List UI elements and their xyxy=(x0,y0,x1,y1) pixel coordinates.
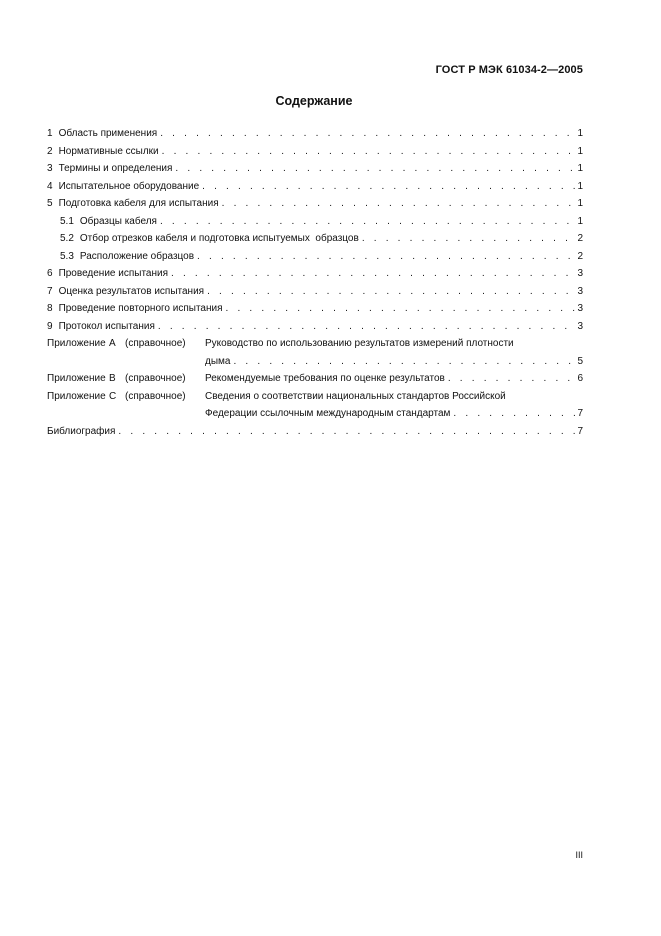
toc-entry-page: 7 xyxy=(577,425,583,437)
toc-leader-dots xyxy=(226,300,575,318)
toc-entry-title: Расположение образцов xyxy=(79,250,195,262)
toc-entry-3[interactable] xyxy=(47,160,583,178)
toc-entry-bibliography[interactable] xyxy=(47,423,583,441)
table-of-contents xyxy=(47,125,583,440)
toc-entry-number: 6 xyxy=(47,268,53,279)
appendix-word: Приложение xyxy=(47,373,106,384)
toc-entry-title: Проведение повторного испытания xyxy=(58,303,223,314)
appendix-title-line2: Федерации ссылочным международным стандартам xyxy=(205,408,451,419)
appendix-label xyxy=(47,388,205,406)
toc-entry-2[interactable] xyxy=(47,143,583,161)
toc-appendix-a[interactable] xyxy=(47,335,583,370)
toc-entry-page: 3 xyxy=(577,320,583,332)
toc-entry-7[interactable] xyxy=(47,283,583,301)
appendix-kind: (справочное) xyxy=(125,373,186,384)
standard-code: ГОСТ Р МЭК 61034-2—2005 xyxy=(435,64,583,76)
toc-entry-number: 3 xyxy=(47,163,53,174)
toc-entry-6[interactable] xyxy=(47,265,583,283)
appendix-line xyxy=(205,335,583,353)
toc-leader-dots xyxy=(362,230,575,248)
toc-leader-dots xyxy=(197,248,575,266)
toc-leader-dots xyxy=(207,283,575,301)
toc-entry-title: Образцы кабеля xyxy=(79,215,157,227)
appendix-letter: А xyxy=(109,338,116,349)
appendix-title-line1: Рекомендуемые требования по оценке результатов xyxy=(205,373,445,384)
toc-entry-number: 5 xyxy=(47,198,53,209)
appendix-letter: С xyxy=(109,390,117,402)
toc-entry-title: Испытательное оборудование xyxy=(58,180,200,192)
toc-entry-title: Область применения xyxy=(58,128,158,139)
toc-entry-page: 1 xyxy=(577,215,583,227)
toc-entry-5-1[interactable] xyxy=(47,213,583,231)
toc-leader-dots xyxy=(233,353,575,371)
toc-leader-dots xyxy=(202,178,575,196)
toc-leader-dots xyxy=(162,143,575,161)
toc-entry-number: 8 xyxy=(47,303,53,314)
toc-entry-number: 5.2 xyxy=(60,233,74,244)
appendix-kind: (справочное) xyxy=(125,338,186,349)
toc-entry-page: 3 xyxy=(577,268,583,279)
toc-leader-dots xyxy=(118,423,575,441)
toc-entry-page: 1 xyxy=(577,198,583,209)
toc-entry-page: 2 xyxy=(577,250,583,262)
toc-entry-page: 2 xyxy=(577,233,583,244)
appendix-title-line1: Руководство по использованию результатов измерений плотности xyxy=(205,338,514,349)
toc-entry-1[interactable] xyxy=(47,125,583,143)
toc-entry-page: 1 xyxy=(577,180,583,192)
toc-entry-page: 3 xyxy=(577,303,583,314)
appendix-body xyxy=(205,388,583,423)
toc-entry-5-3[interactable] xyxy=(47,248,583,266)
appendix-line xyxy=(205,370,583,388)
toc-entry-9[interactable] xyxy=(47,318,583,336)
appendix-word: Приложение xyxy=(47,338,106,349)
toc-entry-title: Нормативные ссылки xyxy=(58,145,159,157)
toc-entry-5-2[interactable] xyxy=(47,230,583,248)
appendix-label xyxy=(47,370,205,388)
appendix-body xyxy=(205,370,583,388)
toc-entry-title: Подготовка кабеля для испытания xyxy=(58,198,219,209)
appendix-letter: В xyxy=(109,373,116,384)
toc-entry-number: 9 xyxy=(47,320,53,332)
toc-entry-page: 1 xyxy=(577,163,583,174)
toc-entry-number: 5.3 xyxy=(60,250,74,262)
toc-entry-title: Отбор отрезков кабеля и подготовка испытуемых образцов xyxy=(79,233,359,244)
toc-entry-page: 5 xyxy=(577,355,583,367)
toc-entry-page: 1 xyxy=(577,145,583,157)
toc-leader-dots xyxy=(448,370,576,388)
page-number: III xyxy=(575,850,583,860)
toc-appendix-c[interactable] xyxy=(47,388,583,423)
appendix-label xyxy=(47,335,205,353)
toc-entry-number: 7 xyxy=(47,285,53,297)
toc-leader-dots xyxy=(158,318,575,336)
appendix-line xyxy=(205,405,583,423)
toc-entry-number: 5.1 xyxy=(60,215,74,227)
toc-entry-8[interactable] xyxy=(47,300,583,318)
appendix-kind: (справочное) xyxy=(125,390,186,402)
toc-entry-title: Оценка результатов испытания xyxy=(58,285,205,297)
toc-entry-5[interactable] xyxy=(47,195,583,213)
appendix-title-line2: дыма xyxy=(205,355,231,367)
toc-entry-page: 3 xyxy=(577,285,583,297)
toc-appendix-b[interactable] xyxy=(47,370,583,388)
toc-leader-dots xyxy=(222,195,575,213)
toc-entry-4[interactable] xyxy=(47,178,583,196)
toc-entry-title: Термины и определения xyxy=(58,163,173,174)
toc-entry-page: 6 xyxy=(577,373,583,384)
appendix-word: Приложение xyxy=(47,390,106,402)
toc-entry-title: Протокол испытания xyxy=(58,320,155,332)
toc-entry-title: Библиография xyxy=(47,425,116,437)
toc-entry-number: 2 xyxy=(47,145,53,157)
toc-leader-dots xyxy=(160,125,575,143)
appendix-title-line1: Сведения о соответствии национальных стандартов Российской xyxy=(205,390,506,402)
toc-leader-dots xyxy=(175,160,575,178)
appendix-line xyxy=(205,353,583,371)
toc-leader-dots xyxy=(160,213,575,231)
toc-leader-dots xyxy=(171,265,575,283)
appendix-line xyxy=(205,388,583,406)
toc-leader-dots xyxy=(453,405,575,423)
appendix-body xyxy=(205,335,583,370)
toc-entry-title: Проведение испытания xyxy=(58,268,169,279)
toc-entry-number: 1 xyxy=(47,128,53,139)
toc-entry-page: 7 xyxy=(577,408,583,419)
toc-entry-page: 1 xyxy=(577,128,583,139)
toc-entry-number: 4 xyxy=(47,180,53,192)
toc-title: Содержание xyxy=(275,94,353,108)
